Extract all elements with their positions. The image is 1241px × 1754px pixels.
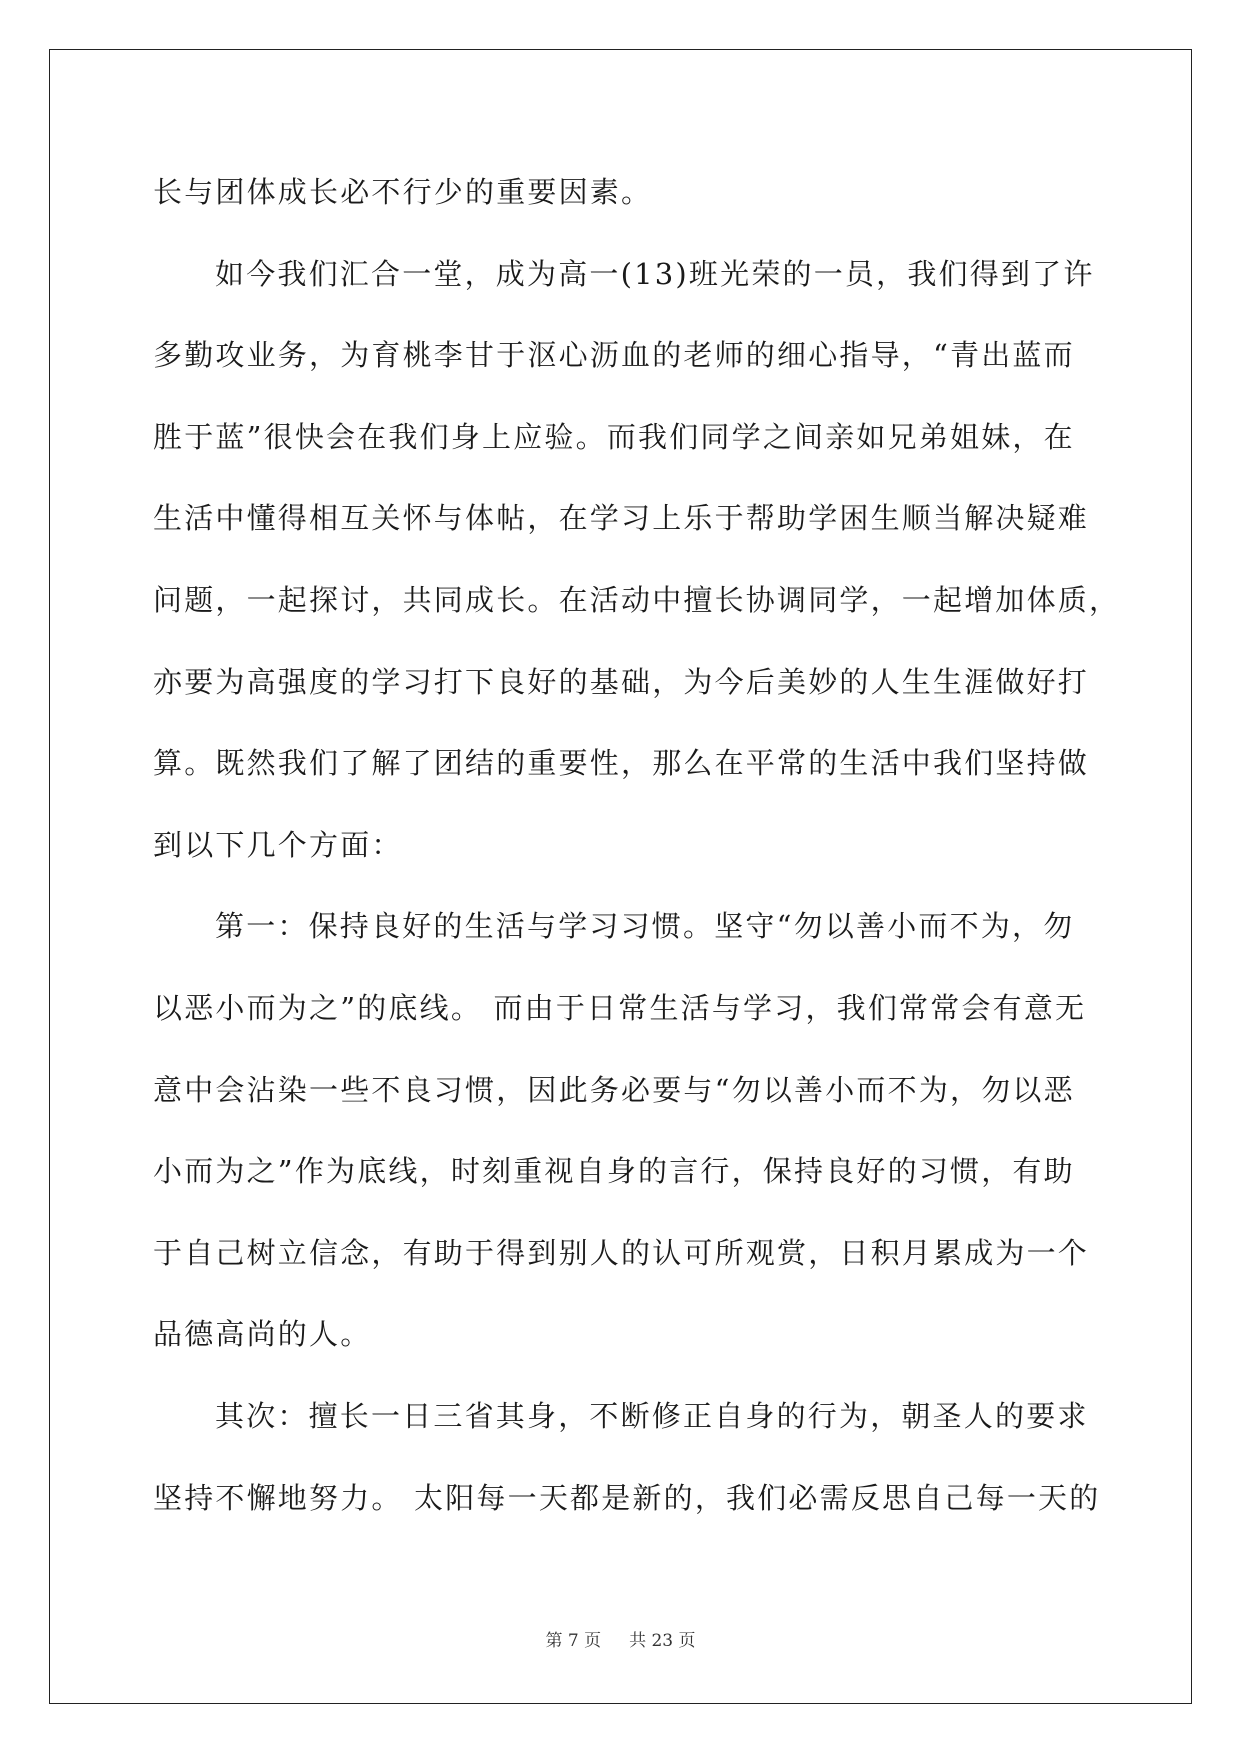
page-total: 共 23 页 [629, 1631, 696, 1651]
text-line: 亦要为高强度的学习打下良好的基础，为今后美妙的人生生涯做好打 [153, 664, 1090, 699]
text-line: 多勤攻业务，为育桃李甘于沤心沥血的老师的细心指导，“青出蓝而 [153, 338, 1075, 373]
text-line: 如今我们汇合一堂，成为高一(13)班光荣的一员，我们得到了许 [215, 256, 1095, 291]
page-number: 第 7 页 [545, 1631, 602, 1651]
text-line: 胜于蓝”很快会在我们身上应验。而我们同学之间亲如兄弟姐妹，在 [153, 419, 1075, 454]
text-line: 问题，一起探讨，共同成长。在活动中擅长协调同学，一起增加体质， [153, 582, 1121, 617]
text-line: 意中会沾染一些不良习惯，因此务必要与“勿以善小而不为，勿以恶 [153, 1072, 1075, 1107]
text-line: 小而为之”作为底线，时刻重视自身的言行，保持良好的习惯，有助 [153, 1154, 1075, 1189]
text-line: 其次：擅长一日三省其身，不断修正自身的行为，朝圣人的要求 [215, 1398, 1089, 1433]
text-line: 第一：保持良好的生活与学习习惯。坚守“勿以善小而不为，勿 [215, 909, 1075, 944]
text-line: 到以下几个方面： [153, 827, 403, 862]
text-line: 以恶小而为之”的底线。 而由于日常生活与学习，我们常常会有意无 [153, 990, 1087, 1025]
page-footer [0, 1626, 1241, 1651]
text-line: 品德高尚的人。 [153, 1317, 372, 1352]
text-line: 算。既然我们了解了团结的重要性，那么在平常的生活中我们坚持做 [153, 746, 1090, 781]
text-line: 坚持不懈地努力。 太阳每一天都是新的，我们必需反思自己每一天的 [153, 1480, 1101, 1515]
text-line: 生活中懂得相互关怀与体帖，在学习上乐于帮助学困生顺当解决疑难 [153, 501, 1090, 536]
document-body [153, 152, 1121, 1539]
text-line: 于自己树立信念，有助于得到别人的认可所观赏，日积月累成为一个 [153, 1235, 1090, 1270]
text-line: 长与团体成长必不行少的重要因素。 [153, 175, 653, 209]
